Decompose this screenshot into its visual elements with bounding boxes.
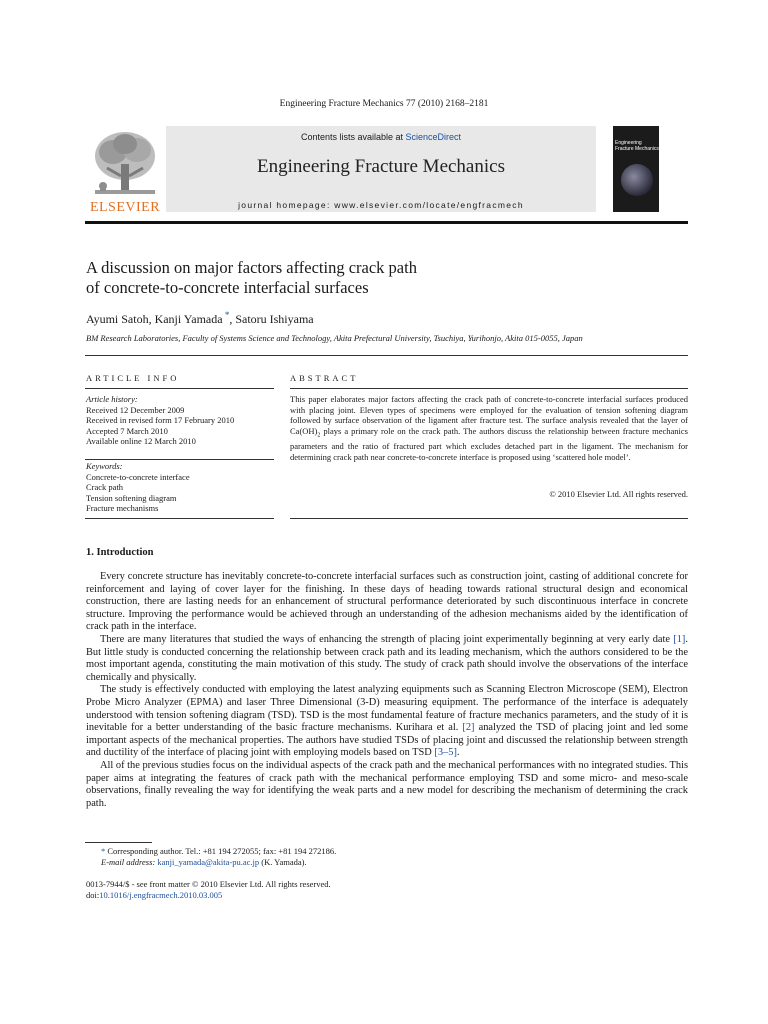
footnote-mark: * [101, 846, 106, 856]
masthead-band [166, 126, 596, 212]
footnote [86, 846, 336, 867]
keywords-label: Keywords: [86, 461, 123, 471]
paragraph [86, 634, 688, 684]
abstract-heading: ABSTRACT [290, 373, 359, 383]
authors-first: Ayumi Satoh, Kanji Yamada [86, 312, 223, 326]
journal-reference: Engineering Fracture Mechanics 77 (2010) 2168–2181 [279, 99, 489, 109]
cover-title-line1: Engineering [615, 140, 642, 146]
cover-title-line2: Fracture Mechanics [615, 146, 659, 152]
article-history [86, 394, 234, 447]
contents-prefix: Contents lists available at [300, 132, 406, 142]
divider [290, 388, 688, 389]
divider [85, 388, 274, 389]
history-item: Received in revised form 17 February 2010 [86, 415, 235, 425]
abstract-subscript: 2 [317, 432, 321, 439]
citation-link[interactable]: [2] [462, 722, 475, 734]
text: The study is effectively conducted with employing the latest analyzing equipments such as Scanning Electron Microscope (SEM), Electron Probe Micro Analyzer (EPMA) and laser Three Dimensional (3-D) measuring equipment. The performance of the interface is adequately understood with tension softening diagram (TSD). TSD is the most fundamental feature of fracture mechanics parameters, and the study of it is inevitable for a better understanding of the basic fracture mechanisms. Kurihara et al. [86, 684, 688, 734]
journal-title: Engineering Fracture Mechanics [257, 156, 505, 177]
corresponding-author-mark[interactable]: * [222, 310, 230, 320]
text: . [456, 747, 460, 759]
sciencedirect-link[interactable]: ScienceDirect [405, 132, 462, 142]
issn-block [86, 879, 331, 900]
abstract-part-2: plays a primary role on the crack path. The authors discuss the relationship between fracture mechanics parameters and the ratio of fractured part which excludes detached part in the ligament. The mechanism for determining crack path near concrete-to-concrete interface is proposed using ‘scattered hole model’. [290, 425, 688, 462]
text: Corresponding author. Tel.: +81 194 272055; fax: +81 194 272186. [105, 846, 337, 856]
footnote-rule [85, 842, 152, 843]
paragraph: All of the previous studies focus on the individual aspects of the crack path and the mechanical performances with no integrated studies. This paper aims at integrating the features of crack path with the mechanical performance employing TSD and some micro- and meso-scale observations, finally revealing the way for identifying the weak parts and a new model for describing the mechanism of determining the crack path. [86, 759, 688, 809]
keyword-item: Concrete-to-concrete interface [86, 471, 190, 482]
footnote-corresponding [86, 846, 336, 857]
cover-artwork [621, 164, 653, 196]
doi-line [86, 890, 331, 901]
history-item: Accepted 7 March 2010 [86, 425, 168, 436]
history-item: Available online 12 March 2010 [86, 436, 196, 446]
introduction-body [86, 571, 688, 810]
history-item: Received 12 December 2009 [86, 404, 185, 415]
text: There are many literatures that studied the ways of enhancing the strength of placing joint experimentally beginning at very early date [100, 633, 674, 645]
email-link[interactable]: kanji_yamada@akita-pu.ac.jp [157, 856, 260, 867]
keyword-item: Tension softening diagram [86, 492, 177, 503]
doi-prefix: doi: [86, 889, 100, 900]
journal-masthead [85, 126, 688, 224]
authors-last: , Satoru Ishiyama [229, 312, 314, 326]
elsevier-wordmark: ELSEVIER [89, 200, 161, 215]
email-label: E-mail address: [101, 856, 158, 867]
title-line-2: of concrete-to-concrete interfacial surfaces [86, 278, 369, 297]
paragraph: Every concrete structure has inevitably concrete-to-concrete interfacial surfaces such as construction joint, casting of additional concrete for reinforcement and laying of cover layer for the finishing. In these days of heading towards rational structural design and economical construction, there are lasting needs for an enhancement of structural performance deteriorated by such discontinuous interface in concrete structure. Improving the performance would be achieved through an understanding of the adhesion mechanisms aided by the identification of crack path in the interface. [86, 571, 688, 633]
abstract-part-1: This paper elaborates major factors affecting the crack path of concrete-to-concrete interfacial surfaces produced with placing joint. Eleven types of specimens were employed for the evaluation of tension softening diagram followed by surface observation of the ligament after fracture test. The surface analysis revealed that the layer of Ca(OH) [290, 394, 688, 436]
divider [85, 355, 688, 356]
text: . But little study is conducted concerning the relationship between crack path and its leading mechanism, which the authors considered to be the most important agenda, constituting the main motivation of this study. The study of crack path should involve the observations of the interface chemically and physically. [86, 633, 688, 683]
paragraph [86, 684, 688, 760]
citation-link[interactable]: [3–5] [434, 747, 457, 759]
keywords [86, 461, 190, 514]
title-line-1: A discussion on major factors affecting crack path [86, 258, 417, 277]
journal-cover-thumbnail [613, 126, 659, 212]
cover-title [615, 140, 659, 152]
footnote-email [86, 857, 336, 868]
text: analyzed the TSD of placing joint and led some important aspects of the mechanical properties. The authors have studied TSDs of placing joint and discussed the relationship between strength and ductility of the interface of placing joint with employing models based on TSD [86, 722, 688, 759]
divider [85, 518, 274, 519]
doi-link[interactable]: 10.1016/j.engfracmech.2010.03.005 [99, 889, 223, 900]
abstract-copyright: © 2010 Elsevier Ltd. All rights reserved. [549, 489, 688, 499]
author-affiliation: BM Research Laboratories, Faculty of Systems Science and Technology, Akita Prefectural University, Tsuchiya, Yurihonjo, Akita 015-0055, Japan [86, 333, 583, 343]
citation-link[interactable]: [1] [673, 633, 686, 645]
divider [85, 459, 274, 460]
journal-homepage-link[interactable]: journal homepage: www.elsevier.com/locate/engfracmech [238, 200, 524, 210]
article-info-heading: ARTICLE INFO [86, 373, 180, 383]
text: (K. Yamada). [259, 856, 307, 867]
keyword-item: Crack path [86, 482, 124, 492]
abstract-text [290, 394, 688, 462]
paper-title [86, 258, 586, 298]
history-label: Article history: [86, 394, 138, 404]
issn-line: 0013-7944/$ - see front matter © 2010 Elsevier Ltd. All rights reserved. [86, 879, 331, 889]
author-list [86, 310, 314, 327]
contents-availability [166, 132, 596, 142]
keyword-item: Fracture mechanisms [86, 503, 159, 513]
divider [290, 518, 688, 519]
header-rule [85, 221, 688, 224]
section-heading-introduction: 1. Introduction [86, 547, 154, 558]
